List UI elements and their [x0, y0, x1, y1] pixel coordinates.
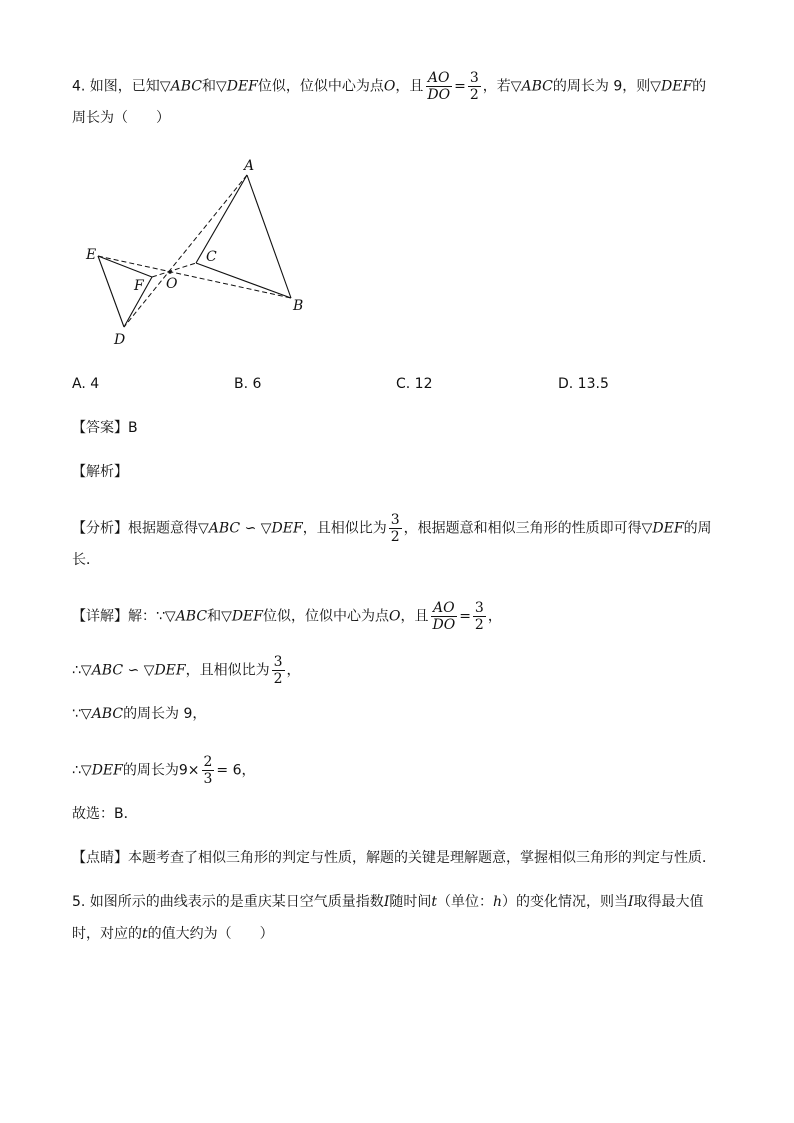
fraction-3-2: $\frac{3}{2}$: [273, 654, 283, 687]
triangle-def: ▽DEF: [215, 78, 258, 95]
unit-h: h: [492, 894, 503, 910]
segment-ab: [247, 175, 291, 298]
center-o: O: [389, 608, 401, 625]
guxuan-line: 故选：B．: [72, 806, 138, 822]
fraction-ao-do: $\frac{AO}{DO}$: [427, 70, 451, 103]
fraction-3-2: $\frac{3}{2}$: [474, 600, 484, 633]
answer-tag: 【答案】: [72, 420, 128, 436]
q4-stem-line1: [72, 70, 706, 103]
q4-text: 4. 如图，已知: [72, 78, 160, 95]
calc-result: = 6，: [216, 762, 256, 779]
dianjing-line: [72, 848, 716, 868]
triangle-abc: ▽ABC: [510, 78, 553, 95]
fraction-2-3: $\frac{2}{3}$: [203, 754, 213, 787]
step2-line: [72, 654, 301, 687]
fenxi-text: ，根据题意和相似三角形的性质即可得: [403, 520, 642, 537]
q4-text: 的: [692, 78, 707, 95]
analysis-tag: 【解析】: [72, 464, 128, 480]
xiangjie-text: 解：∵: [128, 608, 165, 625]
dashed-ad: [124, 175, 247, 327]
center-o: O: [383, 78, 396, 95]
var-i: I: [383, 894, 390, 910]
xiangjie-text: ，且: [400, 608, 429, 625]
therefore-symbol: ∴: [72, 662, 81, 679]
segment-ef: [98, 256, 152, 277]
step-text: ，: [286, 662, 301, 679]
fenxi-text: 的周: [683, 520, 712, 537]
similarity-statement: ▽ABC ∽ ▽DEF: [198, 520, 303, 537]
q5-text: 取得最大值: [633, 894, 704, 910]
dashed-eb: [98, 256, 291, 298]
q4-text: 位似，位似中心为点: [257, 78, 384, 95]
var-t: t: [142, 926, 148, 942]
step-text: 的周长为 9，: [123, 706, 207, 722]
label-d: D: [114, 332, 126, 348]
triangle-def: ▽DEF: [221, 608, 263, 625]
fraction-3-2: $\frac{3}{2}$: [390, 512, 400, 545]
dianjing-tag: 【点睛】: [72, 850, 128, 866]
fenxi-line1: [72, 512, 712, 545]
triangle-abc: ▽ABC: [80, 706, 124, 722]
triangle-def: ▽DEF: [650, 78, 693, 95]
segment-ed: [98, 256, 124, 327]
xiangjie-text: ，: [487, 608, 502, 625]
therefore-symbol: ∴: [72, 762, 81, 779]
q5-stem-line2: [72, 924, 274, 944]
option-b: B. 6: [234, 376, 262, 392]
q4-stem-line2: 周长为（ ）: [72, 110, 170, 126]
step-text: 的周长为: [122, 762, 179, 779]
label-f: F: [134, 278, 144, 294]
xiangjie-text: 和: [207, 608, 222, 625]
xiangjie-tag: 【详解】: [72, 608, 128, 625]
q4-text: ，若: [482, 78, 511, 95]
option-c: C. 12: [396, 376, 433, 392]
q5-text: 5. 如图所示的曲线表示的是重庆某日空气质量指数: [72, 894, 384, 910]
step4-line: [72, 754, 256, 787]
fraction-3-2: $\frac{3}{2}$: [469, 70, 479, 103]
step3-line: [72, 704, 206, 724]
answer-value: B: [128, 420, 138, 436]
triangle-abc: ▽ABC: [164, 608, 208, 625]
step-text: ，且相似比为: [185, 662, 270, 679]
var-t: t: [431, 894, 437, 910]
var-i: I: [628, 894, 634, 910]
dianjing-text: 本题考查了相似三角形的判定与性质，解题的关键是理解题意，掌握相似三角形的判定与性质．: [128, 850, 716, 866]
equals: =: [459, 608, 471, 625]
triangle-abc: ▽ABC: [159, 78, 202, 95]
fraction-ao-do: $\frac{AO}{DO}$: [432, 600, 456, 633]
q5-text: （单位：: [436, 894, 493, 910]
q5-text: 随时间: [389, 894, 432, 910]
label-e: E: [86, 247, 97, 263]
q5-text: 的值大约为（ ）: [147, 926, 274, 942]
equals: =: [454, 78, 466, 95]
triangle-def: ▽DEF: [641, 520, 684, 537]
because-symbol: ∵: [72, 706, 81, 722]
triangle-def: ▽DEF: [80, 762, 123, 779]
fenxi-tag: 【分析】: [72, 520, 128, 537]
fenxi-text: ，且相似比为: [302, 520, 387, 537]
label-a: A: [244, 158, 255, 174]
xiangjie-line1: [72, 600, 502, 633]
label-b: B: [293, 298, 304, 314]
calc-text: 9×: [178, 762, 200, 779]
similarity-statement: ▽ABC ∽ ▽DEF: [80, 662, 186, 679]
similar-triangles-figure: [70, 150, 330, 355]
point-o: [168, 270, 172, 274]
q4-text: ，且: [395, 78, 424, 95]
xiangjie-text: 位似，位似中心为点: [263, 608, 389, 625]
q4-text: 的周长为 9，则: [552, 78, 651, 95]
answer-line: [72, 418, 138, 438]
label-c: C: [206, 249, 217, 265]
q4-text: 和: [201, 78, 216, 95]
fenxi-line2: 长．: [72, 552, 100, 568]
q5-text: ）的变化情况，则当: [502, 894, 629, 910]
segment-ca: [196, 175, 247, 263]
label-o: O: [166, 276, 178, 292]
fenxi-text: 根据题意得: [128, 520, 198, 537]
option-a: A. 4: [72, 376, 100, 392]
q5-text: 时，对应的: [72, 926, 142, 942]
option-d: D. 13.5: [558, 376, 609, 392]
q5-stem-line1: [72, 892, 704, 912]
